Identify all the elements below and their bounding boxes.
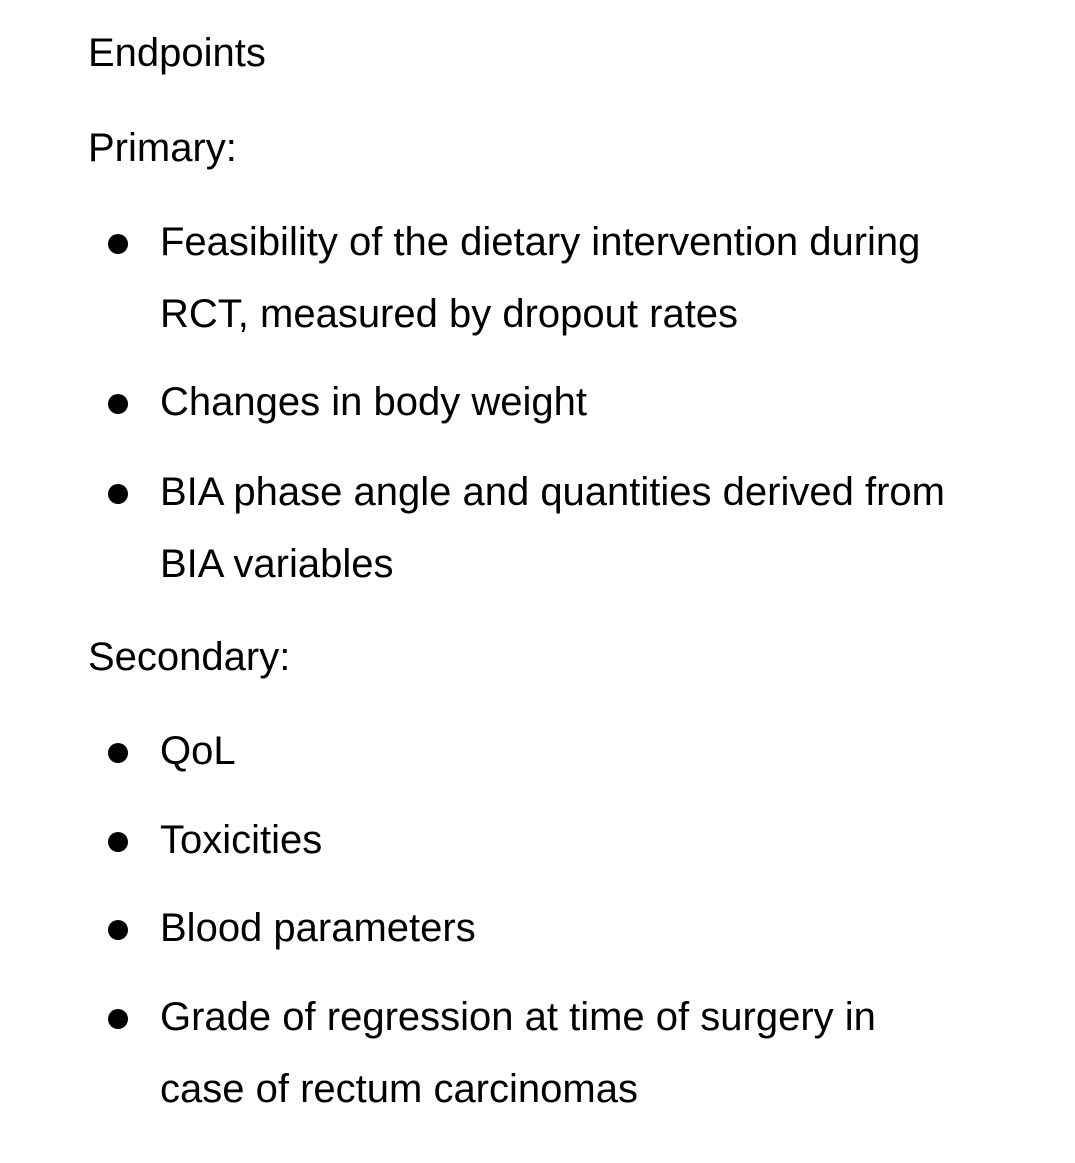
primary-heading: Primary: [88, 126, 237, 170]
list-item-text: Blood parameters [160, 906, 476, 950]
bullet-icon [108, 832, 128, 852]
page-title: Endpoints [88, 31, 266, 75]
secondary-heading: Secondary: [88, 635, 291, 679]
bullet-icon [108, 1009, 128, 1029]
list-item-text: Feasibility of the dietary intervention during RCT, measured by dropout rates [160, 220, 921, 336]
bullet-icon [108, 394, 128, 414]
bullet-icon [108, 920, 128, 940]
bullet-icon [108, 234, 128, 254]
list-item-text: BIA phase angle and quantities derived from BIA variables [160, 470, 945, 586]
list-item-text: Toxicities [160, 818, 323, 862]
list-item-text: Changes in body weight [160, 380, 587, 424]
list-item-text: Grade of regression at time of surgery in case of rectum carcinomas [160, 995, 876, 1111]
list-item-text: QoL [160, 729, 236, 773]
bullet-icon [108, 484, 128, 504]
bullet-icon [108, 743, 128, 763]
